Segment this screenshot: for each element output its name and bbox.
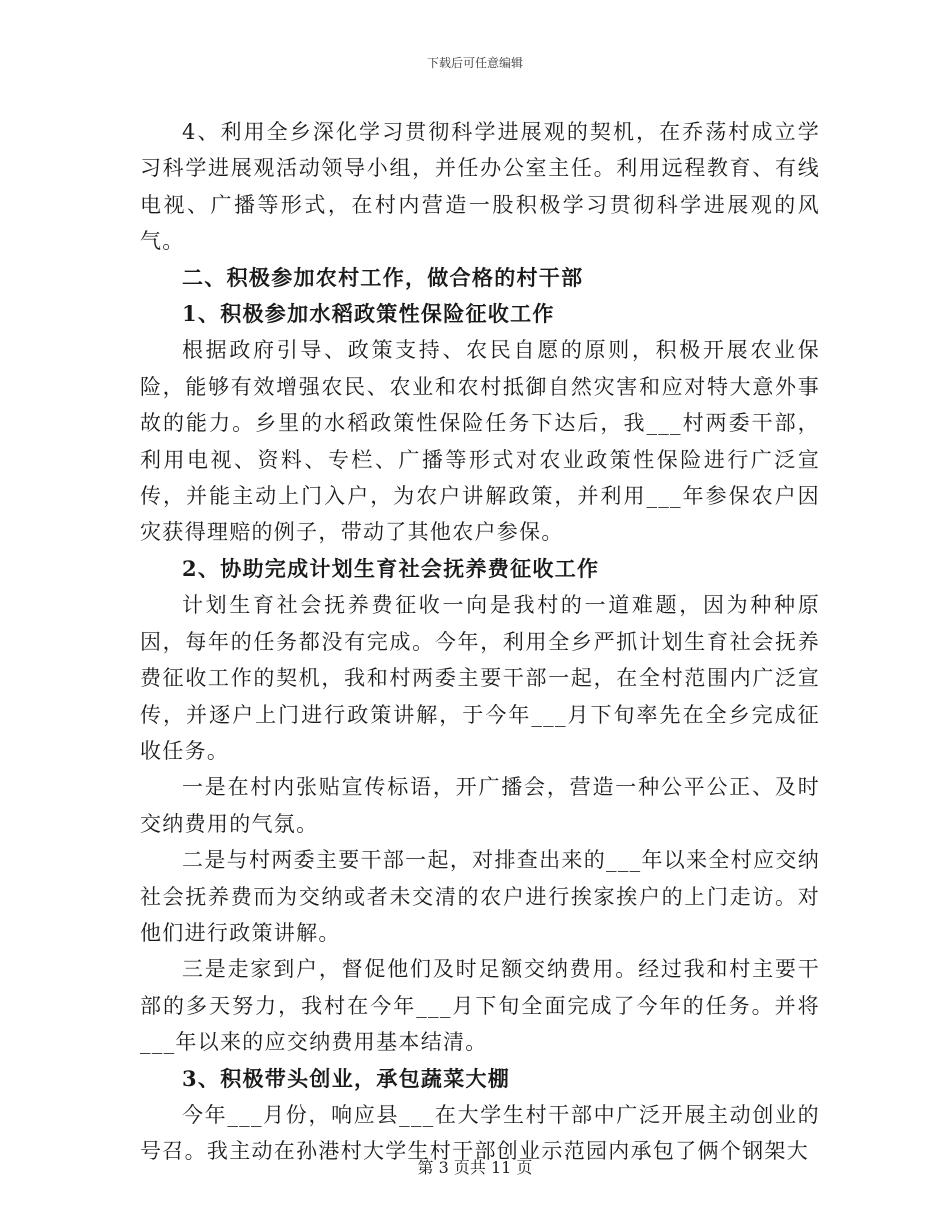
subsection-heading: 3、积极带头创业，承包蔬菜大棚: [182, 1065, 511, 1091]
subsection-heading: 2、协助完成计划生育社会抚养费征收工作: [182, 555, 600, 581]
document-body: [140, 114, 820, 1170]
paragraph: 4、利用全乡深化学习贯彻科学进展观的契机，在乔荡村成立学习科学进展观活动领导小组，并任办公室主任。利用远程教育、有线电视、广播等形式，在村内营造一股积极学习贯彻科学进展观的风气。: [140, 120, 820, 254]
paragraph: 根据政府引导、政策支持、农民自愿的原则，积极开展农业保险，能够有效增强农民、农业和农村抵御自然灾害和应对特大意外事故的能力。乡里的水稻政策性保险任务下达后，我___村两委干部，利用电视、资料、专栏、广播等形式对农业政策性保险进行广泛宣传，并能主动上门入户，为农户讲解政策，并利用___年参保农户因灾获得理赔的例子，带动了其他农户参保。: [140, 338, 820, 545]
page-header: 下载后可任意编辑: [426, 56, 523, 70]
paragraph: 计划生育社会抚养费征收一向是我村的一道难题，因为种种原因，每年的任务都没有完成。今年，利用全乡严抓计划生育社会抚养费征收工作的契机，我和村两委主要干部一起，在全村范围内广泛宣传，并逐户上门进行政策讲解，于今年___月下旬率先在全乡完成征收任务。: [140, 593, 820, 763]
page-number: 第 3 页共 11 页: [417, 1158, 533, 1177]
paragraph: 三是走家到户，督促他们及时足额交纳费用。经过我和村主要干部的多天努力，我村在今年___月下旬全面完成了今年的任务。并将___年以来的应交纳费用基本结清。: [140, 957, 820, 1055]
section-heading: 二、积极参加农村工作，做合格的村干部: [182, 264, 584, 290]
paragraph: 二是与村两委主要干部一起，对排查出来的___年以来全村应交纳社会抚养费而为交纳或者未交清的农户进行挨家挨户的上门走访。对他们进行政策讲解。: [140, 848, 820, 945]
paragraph: 一是在村内张贴宣传标语，开广播会，营造一种公平公正、及时交纳费用的气氛。: [140, 775, 820, 836]
paragraph: 今年___月份，响应县___在大学生村干部中广泛开展主动创业的号召。我主动在孙港村大学生村干部创业示范园内承包了俩个钢架大: [140, 1102, 820, 1164]
subsection-heading: 1、积极参加水稻政策性保险征收工作: [182, 301, 555, 327]
